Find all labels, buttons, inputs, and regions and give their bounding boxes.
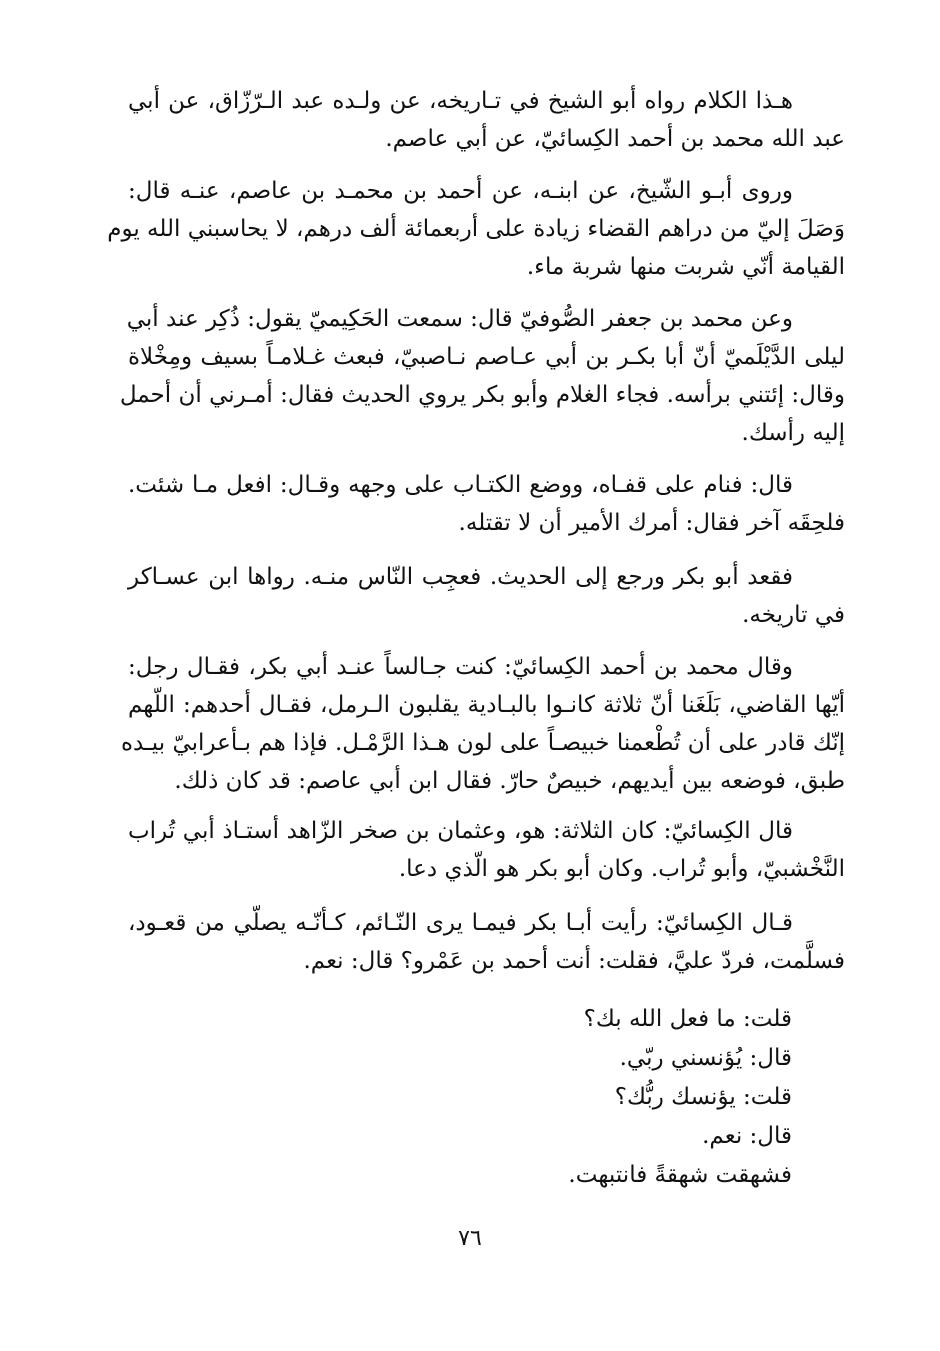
text-line: القيامة أنّي شربت منها شربة ماء. [526,254,845,280]
dialogue-line: قلت: ما فعل الله بك؟ [583,1006,792,1032]
paragraph-3 [119,300,845,452]
text-line: طبق، فوضعه بين أيديهم، خبيصٌ حارّ. فقال ابن أبي عاصم: قد كان ذلك. [174,768,845,794]
text-line: قال: فنام على قفـاه، ووضع الكتـاب على وجهه وقـال: افعل مـا شئت. [128,472,793,498]
paragraph-7 [128,812,845,888]
dialogue-line: قال: يُؤنسني ربّي. [619,1045,792,1071]
text-line: النَّخْشبيّ، وأبو تُراب. وكان أبو بكر هو الّذي دعا. [398,856,845,882]
paragraph-6 [120,648,845,800]
text-line: فقعد أبو بكر ورجع إلى الحديث. فعجِب النّاس منـه. رواها ابن عسـاكر [128,564,793,590]
paragraph-5 [128,558,845,634]
text-line: فسلَّمت، فردّ عليَّ، فقلت: أنت أحمد بن عَمْرو؟ قال: نعم. [303,948,845,974]
paragraph-8 [128,904,845,980]
text-line: قـال الكِسائيّ: رأيت أبـا بكر فيمـا يرى النّـائم، كـأنّـه يصلّي من قعـود، [128,910,793,936]
dialogue-line: قال: نعم. [702,1123,792,1149]
text-line: في تاريخه. [742,602,845,628]
paragraph-4 [128,466,845,542]
dialogue-line: فشهقت شهقةً فانتبهت. [568,1162,792,1188]
text-line: هـذا الكلام رواه أبو الشيخ في تـاريخه، عن ولـده عبد الـرّزّاق، عن أبي [128,88,793,114]
page-number: ٧٦ [458,1226,482,1251]
text-line: أيّها القاضي، بَلَغَنا أنّ ثلاثة كانـوا بالبـادية يقلبون الـرمل، فقـال أحدهم: اللّهم [128,692,845,718]
text-line: ليلى الدَّيْلَميّ أنّ أبا بكـر بن أبي عـاصم نـاصبيّ، فبعث غـلامـاً بسيف ومِخْلاة [128,344,845,370]
text-line: إليه رأسك. [741,420,845,446]
text-line: فلحِقَه آخر فقال: أمرك الأمير أن لا تقتله. [458,510,845,536]
paragraph-1 [128,82,845,158]
text-line: وروى أبـو الشّيخ، عن ابنـه، عن أحمد بن محمـد بن عاصم، عنـه قال: [128,178,793,204]
text-line: عبد الله محمد بن أحمد الكِسائيّ، عن أبي عاصم. [385,126,845,152]
dialogue-line: قلت: يؤنسك ربُّك؟ [614,1084,792,1110]
text-line: قال الكِسائيّ: كان الثلاثة: هو، وعثمان بن صخر الزّاهد أستـاذ أبي تُراب [128,818,793,844]
dialogue-block [568,1000,792,1195]
text-line: إنّك قادر على أن تُطْعمنا خبيصـاً على لون هـذا الرَّمْـل. فإذا هم بـأعرابيّ بيـده [120,730,845,756]
paragraph-2 [107,172,845,286]
text-line: وقال: إئتني برأسه. فجاء الغلام وأبو بكر يروي الحديث فقال: أمـرني أن أحمل [119,382,845,408]
text-line: وقال محمد بن أحمد الكِسائيّ: كنت جـالساً عنـد أبي بكر، فقـال رجل: [128,654,793,680]
text-line: وَصَلَ إليّ من دراهم القضاء زيادة على أربعمائة ألف درهم، لا يحاسبني الله يوم [107,216,845,242]
text-line: وعن محمد بن جعفر الصُّوفيّ قال: سمعت الحَكِيميّ يقول: ذُكِر عند أبي [126,306,793,332]
